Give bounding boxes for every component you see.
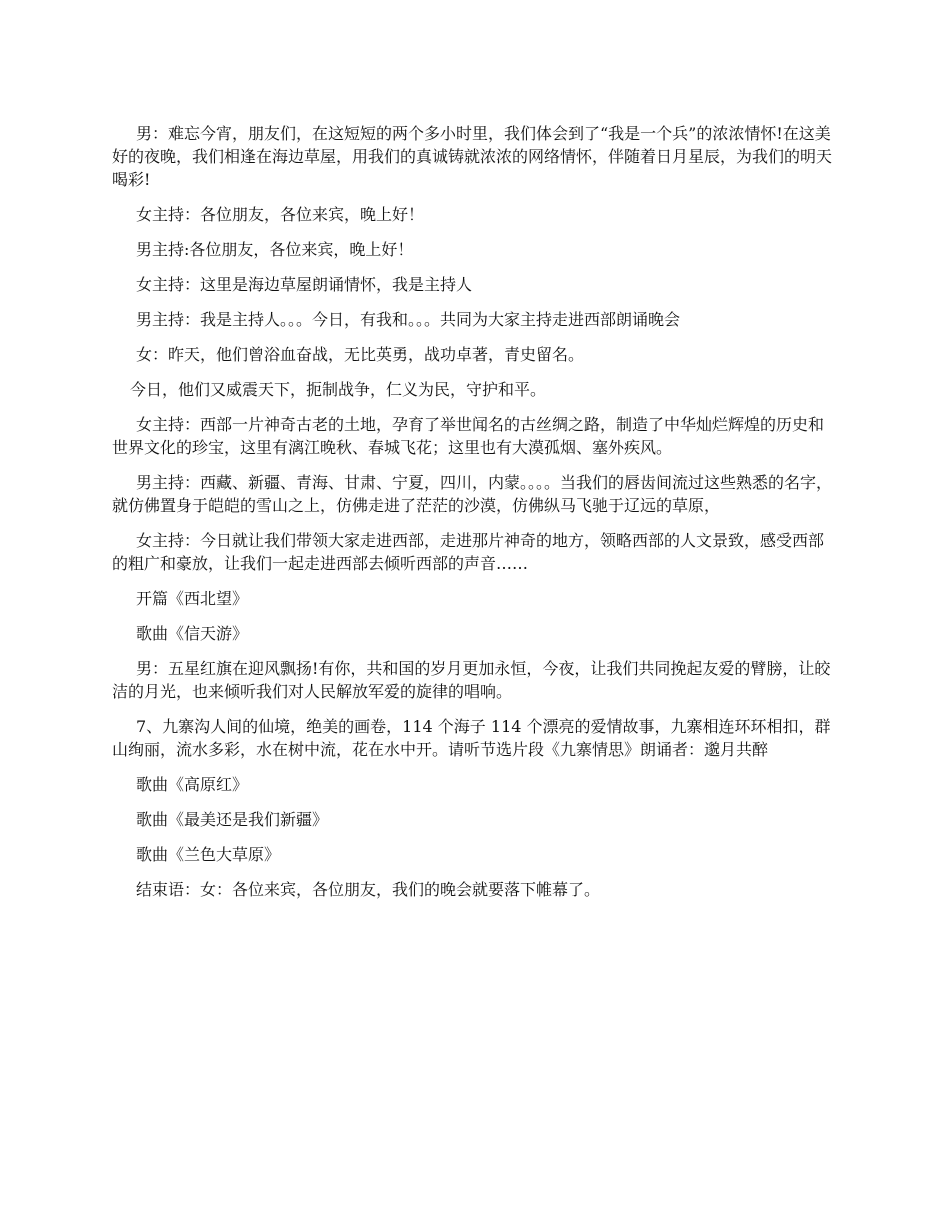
paragraph-male-flag: 男：五星红旗在迎风飘扬!有你，共和国的岁月更加永恒，今夜，让我们共同挽起友爱的臂膀，让皎洁的月光，也来倾听我们对人民解放军爱的旋律的唱响。 [112, 659, 831, 701]
document-body [112, 122, 838, 913]
paragraph-female-host-west: 女主持：西部一片神奇古老的土地，孕育了举世闻名的古丝绸之路，制造了中华灿烂辉煌的历史和世界文化的珍宝，这里有漓江晚秋、春城飞花；这里也有大漠孤烟、塞外疾风。 [112, 415, 825, 457]
paragraph-song-xintianyou: 歌曲《信天游》 [136, 624, 249, 643]
paragraph-song-grassland: 歌曲《兰色大草原》 [136, 845, 281, 864]
paragraph-female-yesterday: 女：昨天，他们曾浴血奋战，无比英勇，战功卓著，青史留名。 [136, 345, 585, 364]
paragraph-song-gaoyuanhong: 歌曲《高原红》 [136, 775, 249, 794]
paragraph-opening-piece: 开篇《西北望》 [136, 589, 249, 608]
paragraph-female-host-greeting: 女主持：各位朋友，各位来宾，晚上好！ [136, 205, 425, 224]
paragraph-song-xinjiang: 歌曲《最美还是我们新疆》 [136, 810, 329, 829]
paragraph-female-host-intro: 女主持：这里是海边草屋朗诵情怀，我是主持人 [136, 275, 473, 294]
paragraph-jiuzhaigou: 7、九寨沟人间的仙境，绝美的画卷，114 个海子 114 个漂亮的爱情故事，九寨相连环环相扣，群山绚丽，流水多彩，水在树中流，花在水中开。请听节选片段《九寨情思》朗诵者：邈月共醉 [112, 717, 831, 759]
paragraph-male-closing: 男：难忘今宵，朋友们，在这短短的两个多小时里，我们体会到了“我是一个兵”的浓浓情怀!在这美好的夜晚，我们相逢在海边草屋，用我们的真诚铸就浓浓的网络情怀，伴随着日月星辰，为我们的明天喝彩! [112, 124, 833, 189]
paragraph-male-host-intro: 男主持：我是主持人。。。今日，有我和。。。共同为大家主持走进西部朗诵晚会 [136, 310, 681, 329]
paragraph-closing-remarks: 结束语：女：各位来宾，各位朋友，我们的晚会就要落下帷幕了。 [136, 880, 601, 899]
paragraph-male-host-greeting: 男主持:各位朋友，各位来宾，晚上好！ [136, 240, 414, 259]
paragraph-female-host-lead: 女主持：今日就让我们带领大家走进西部，走进那片神奇的地方，领略西部的人文景致，感受西部的粗广和豪放，让我们一起走进西部去倾听西部的声音…… [112, 531, 825, 573]
paragraph-today: 今日，他们又威震天下，扼制战争，仁义为民，守护和平。 [130, 380, 547, 399]
paragraph-male-host-west: 男主持：西藏、新疆、青海、甘肃、宁夏，四川，内蒙。。。。当我们的唇齿间流过这些熟悉的名字，就仿佛置身于皑皑的雪山之上，仿佛走进了茫茫的沙漠，仿佛纵马飞驰于辽远的草原， [112, 473, 833, 515]
